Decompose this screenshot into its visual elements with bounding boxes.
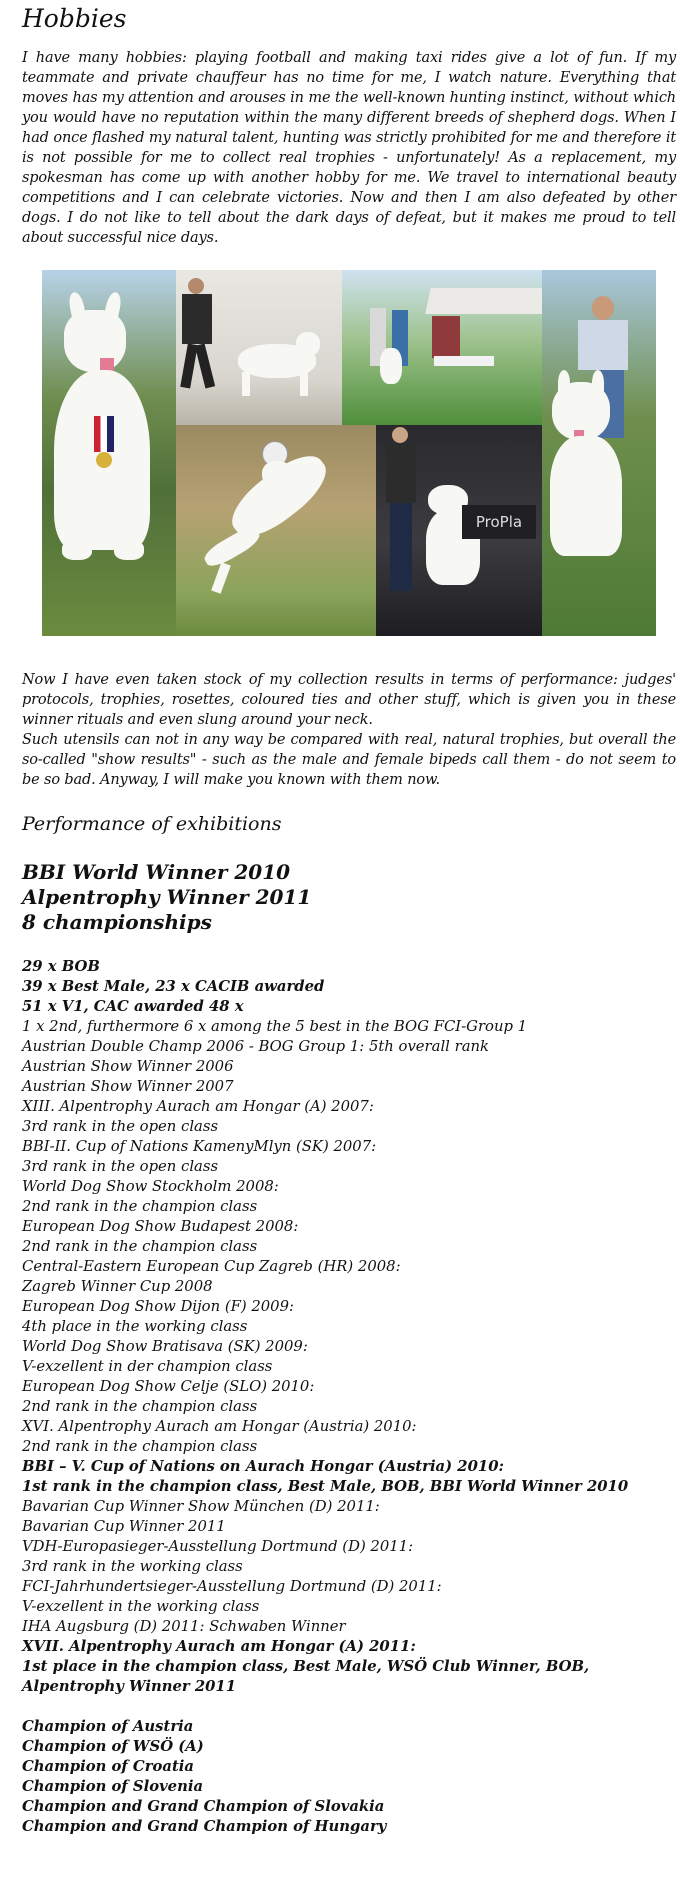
- photo-banner-text: ProPla: [462, 505, 536, 539]
- photo-man-walking-dog: [176, 270, 342, 425]
- photo-man-with-dog: [542, 270, 656, 636]
- result-line: BBI – V. Cup of Nations on Aurach Hongar (Austria) 2010:: [22, 1458, 504, 1475]
- result-line: XVI. Alpentrophy Aurach am Hongar (Austria) 2010:: [22, 1418, 417, 1435]
- result-line: 1st rank in the champion class, Best Male, BOB, BBI World Winner 2010: [22, 1478, 629, 1495]
- result-line: 4th place in the working class: [22, 1318, 248, 1335]
- result-line: V-exzellent in der champion class: [22, 1358, 273, 1375]
- championship-item: Champion of WSÖ (A): [22, 1738, 204, 1755]
- result-line: 3rd rank in the open class: [22, 1118, 219, 1135]
- result-line: Austrian Show Winner 2007: [22, 1078, 234, 1095]
- championships-list: [22, 1717, 676, 1837]
- highlights-list: [22, 860, 676, 935]
- photo-collage: [42, 270, 656, 636]
- result-line: 2nd rank in the champion class: [22, 1238, 258, 1255]
- result-line: Zagreb Winner Cup 2008: [22, 1278, 213, 1295]
- result-line: World Dog Show Stockholm 2008:: [22, 1178, 279, 1195]
- section-title: Performance of exhibitions: [22, 813, 282, 835]
- result-line: 3rd rank in the open class: [22, 1158, 219, 1175]
- photo-dog-with-medal: [42, 270, 176, 636]
- championship-item: Champion and Grand Champion of Hungary: [22, 1818, 387, 1835]
- photo-dog-show-ring: [376, 425, 542, 636]
- highlight-item: 8 championships: [22, 910, 212, 934]
- championship-item: Champion of Austria: [22, 1718, 194, 1735]
- result-line: Bavarian Cup Winner 2011: [22, 1518, 226, 1535]
- result-line: 1st place in the champion class, Best Male, WSÖ Club Winner, BOB,: [22, 1658, 590, 1675]
- result-line: Central-Eastern European Cup Zagreb (HR) 2008:: [22, 1258, 401, 1275]
- result-line: 29 x BOB: [22, 958, 100, 975]
- highlight-item: BBI World Winner 2010: [22, 860, 291, 884]
- result-line: Austrian Double Champ 2006 - BOG Group 1: 5th overall rank: [22, 1038, 490, 1055]
- result-line: World Dog Show Bratisava (SK) 2009:: [22, 1338, 308, 1355]
- result-line: XIII. Alpentrophy Aurach am Hongar (A) 2007:: [22, 1098, 374, 1115]
- championship-item: Champion of Slovenia: [22, 1778, 204, 1795]
- highlight-item: Alpentrophy Winner 2011: [22, 885, 312, 909]
- championship-item: Champion and Grand Champion of Slovakia: [22, 1798, 385, 1815]
- page-title: Hobbies: [22, 4, 127, 33]
- championship-item: Champion of Croatia: [22, 1758, 194, 1775]
- result-line: Alpentrophy Winner 2011: [22, 1678, 237, 1695]
- result-line: European Dog Show Celje (SLO) 2010:: [22, 1378, 315, 1395]
- result-line: IHA Augsburg (D) 2011: Schwaben Winner: [22, 1618, 346, 1635]
- intro-paragraph: I have many hobbies: playing football and making taxi rides give a lot of fun. If my teammate and private chauffeur has no time for me, I watch nature. Everything that moves has my attention and arouses in me the well-known hunting instinct, without which you would have no reputation within the many different breeds of shepherd dogs. When I had once flashed my natural talent, hunting was strictly prohibited for me and therefore it is not possible for me to collect real trophies - unfortunately! As a replacement, my spokesman has come up with another hobby for me. We travel to international beauty competitions and I can celebrate victories. Now and then I am also defeated by other dogs. I do not like to tell about the dark days of defeat, but it makes me proud to tell about successful nice days.: [22, 50, 676, 246]
- stock-paragraph: Now I have even taken stock of my collection results in terms of performance: judges' protocols, trophies, rosettes, coloured ties and other stuff, which is given you in these winner rituals and even slung around your neck.: [22, 672, 676, 728]
- result-line: 2nd rank in the champion class: [22, 1398, 258, 1415]
- result-line: V-exzellent in the working class: [22, 1598, 260, 1615]
- result-line: Austrian Show Winner 2006: [22, 1058, 234, 1075]
- result-line: 3rd rank in the working class: [22, 1558, 243, 1575]
- result-line: 2nd rank in the champion class: [22, 1198, 258, 1215]
- result-line: VDH-Europasieger-Ausstellung Dortmund (D) 2011:: [22, 1538, 414, 1555]
- photo-dog-jumping-ball: [176, 425, 376, 636]
- result-line: 2nd rank in the champion class: [22, 1438, 258, 1455]
- results-list: [22, 957, 676, 1697]
- result-line: 39 x Best Male, 23 x CACIB awarded: [22, 978, 325, 995]
- result-line: BBI-II. Cup of Nations KamenyMlyn (SK) 2007:: [22, 1138, 377, 1155]
- result-line: XVII. Alpentrophy Aurach am Hongar (A) 2011:: [22, 1638, 416, 1655]
- result-line: FCI-Jahrhundertsieger-Ausstellung Dortmund (D) 2011:: [22, 1578, 442, 1595]
- photo-show-judging-tent: [342, 270, 542, 425]
- result-line: 51 x V1, CAC awarded 48 x: [22, 998, 244, 1015]
- result-line: Bavarian Cup Winner Show München (D) 2011:: [22, 1498, 380, 1515]
- result-line: European Dog Show Budapest 2008:: [22, 1218, 299, 1235]
- stock-section: [22, 670, 676, 790]
- result-line: 1 x 2nd, furthermore 6 x among the 5 best in the BOG FCI-Group 1: [22, 1018, 528, 1035]
- utensils-paragraph: Such utensils can not in any way be compared with real, natural trophies, but overall the so-called "show results" - such as the male and female bipeds call them - do not seem to be so bad. Anyway, I will make you known with them now.: [22, 732, 676, 788]
- result-line: European Dog Show Dijon (F) 2009:: [22, 1298, 294, 1315]
